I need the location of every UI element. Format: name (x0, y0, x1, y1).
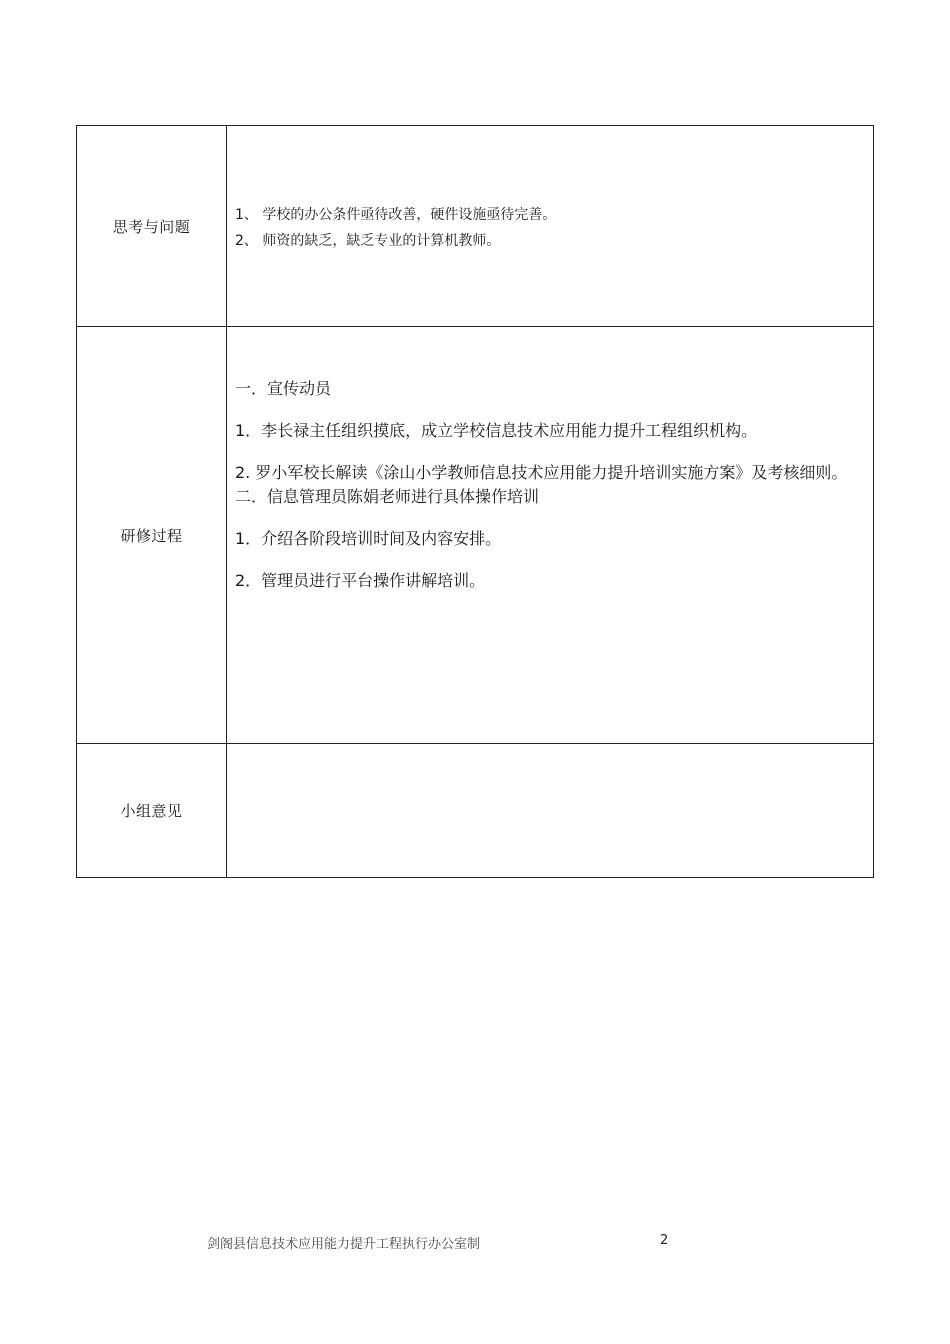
problems-list (235, 202, 556, 254)
problem-item: 2、 师资的缺乏，缺乏专业的计算机教师。 (235, 233, 501, 249)
problems-label: 思考与问题 (77, 126, 227, 327)
process-row (77, 327, 874, 744)
opinion-row (77, 744, 874, 878)
problems-row (77, 126, 874, 327)
process-content (227, 327, 874, 744)
process-section-heading: 一．宣传动员 (235, 379, 332, 398)
process-item: 2．管理员进行平台操作讲解培训。 (235, 571, 486, 590)
process-item: 1．介绍各阶段培训时间及内容安排。 (235, 529, 502, 548)
process-text (235, 377, 865, 593)
problems-content (227, 126, 874, 327)
opinion-label: 小组意见 (77, 744, 227, 878)
process-item: 2. 罗小军校长解读《涂山小学教师信息技术应用能力提升培训实施方案》及考核细则。 (235, 463, 848, 482)
opinion-content (227, 744, 874, 878)
footer-organization: 剑阁县信息技术应用能力提升工程执行办公室制 (207, 1237, 481, 1252)
problem-item: 1、 学校的办公条件亟待改善，硬件设施亟待完善。 (235, 207, 557, 223)
process-item: 1．李长禄主任组织摸底，成立学校信息技术应用能力提升工程组织机构。 (235, 421, 758, 440)
form-table (76, 125, 874, 878)
page-number: 2 (660, 1233, 669, 1248)
process-section-heading: 二．信息管理员陈娟老师进行具体操作培训 (235, 487, 540, 506)
process-label: 研修过程 (77, 327, 227, 744)
